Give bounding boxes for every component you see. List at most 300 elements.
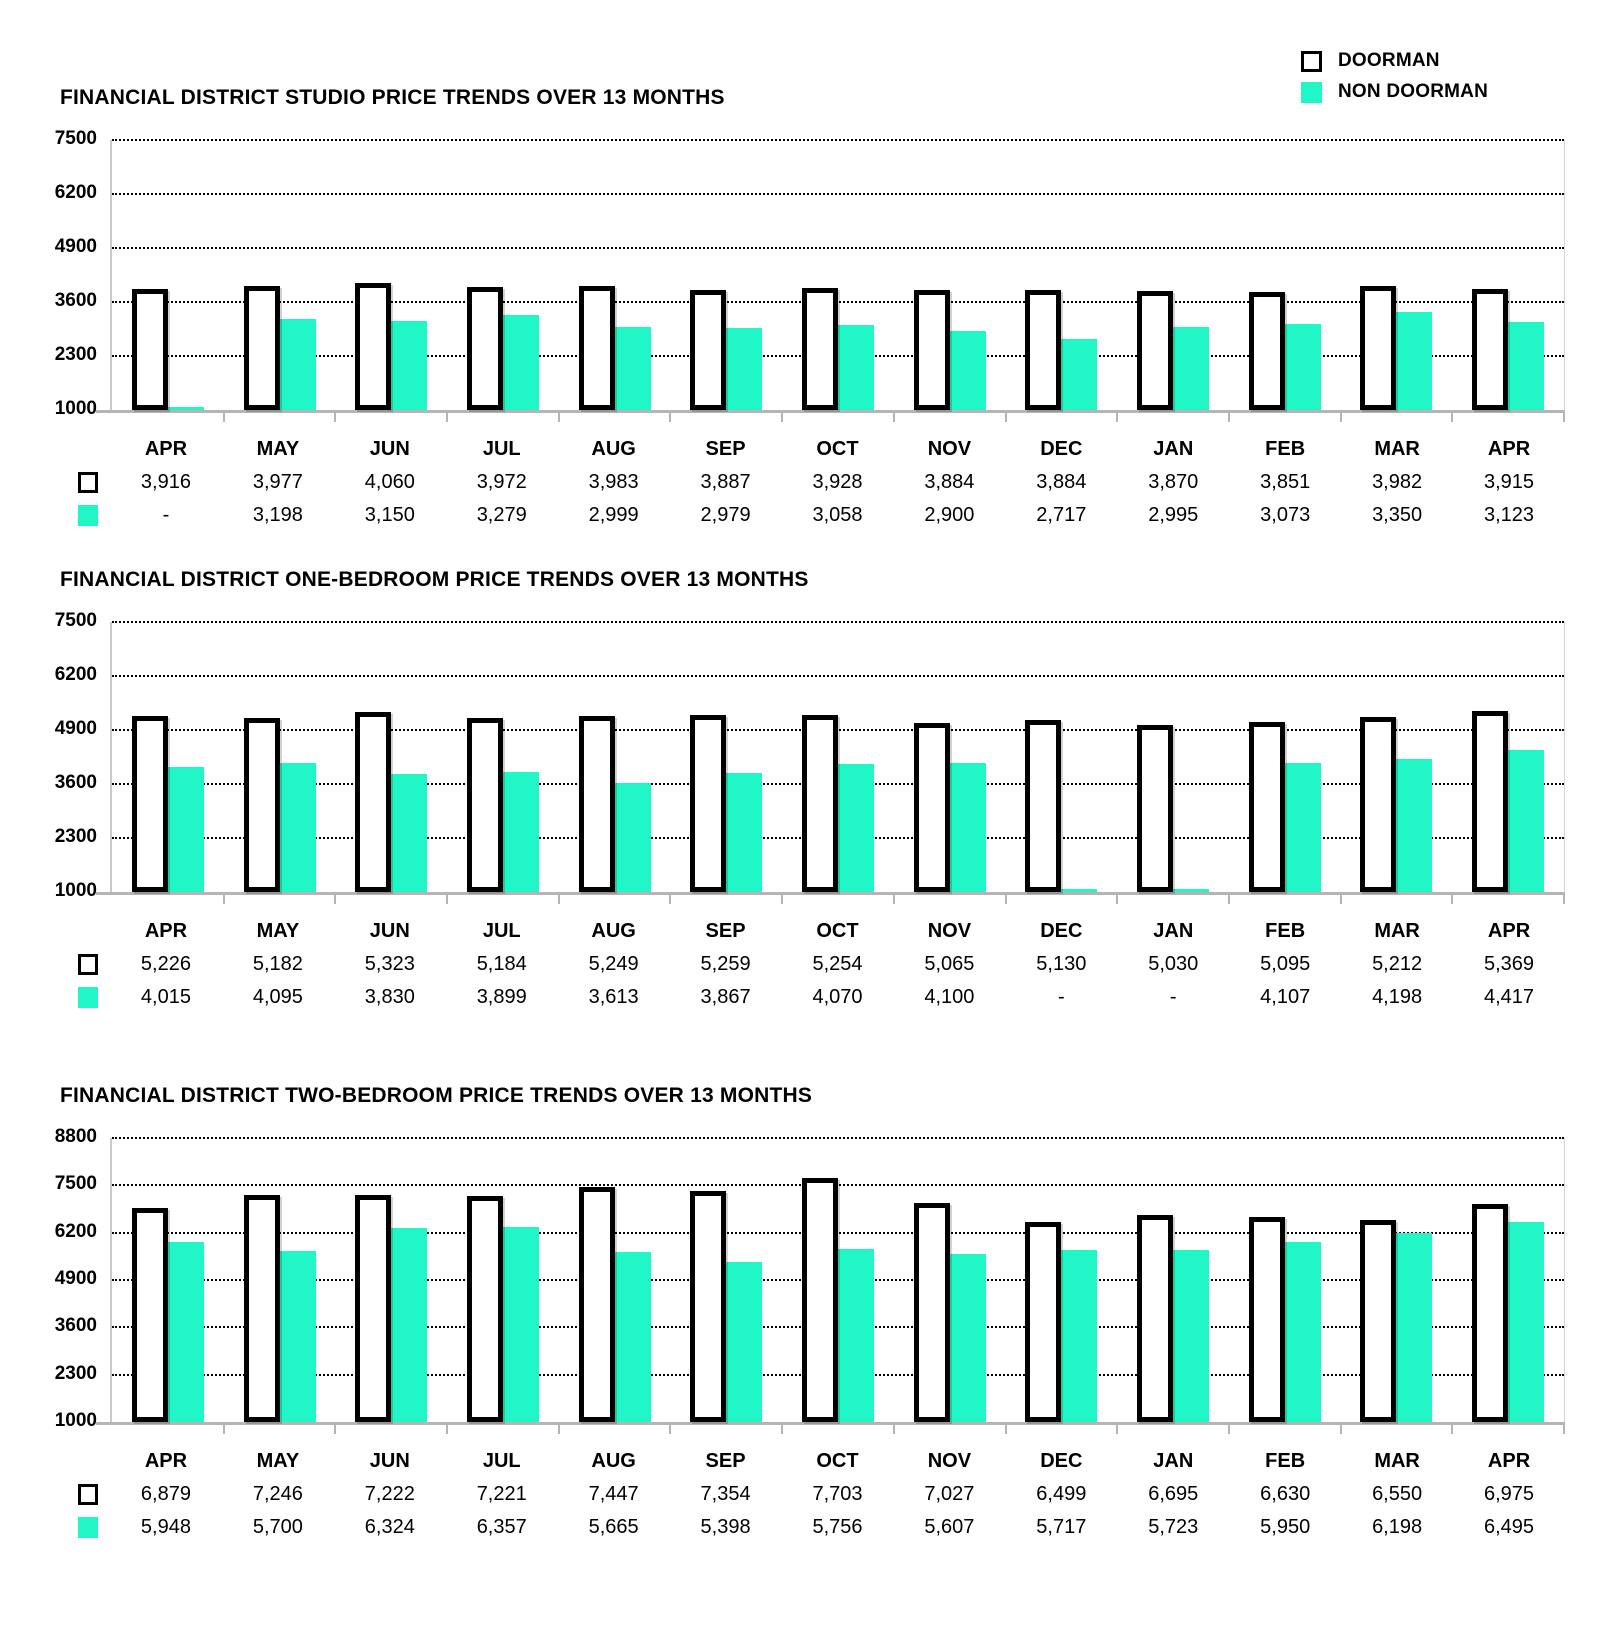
doorman-value: 3,887 xyxy=(700,471,751,493)
non-doorman-bar xyxy=(1061,1250,1097,1422)
doorman-value: 5,323 xyxy=(364,953,415,975)
doorman-value: 5,182 xyxy=(252,953,303,975)
non-doorman-row-gutter xyxy=(20,987,110,1008)
non-doorman-bar xyxy=(615,783,651,892)
bar-group xyxy=(1006,1138,1118,1422)
doorman-value: 3,916 xyxy=(140,471,191,493)
non-doorman-value: 6,324 xyxy=(364,1516,415,1538)
bar-group xyxy=(1229,1138,1341,1422)
non-doorman-value: 2,900 xyxy=(924,504,975,526)
y-tick-label: 6200 xyxy=(54,1220,97,1242)
non-doorman-value: 4,095 xyxy=(252,986,303,1008)
doorman-value: 6,975 xyxy=(1483,1483,1535,1505)
month-label: SEP xyxy=(705,1449,746,1472)
bar-group xyxy=(894,622,1006,892)
doorman-bar xyxy=(467,718,503,892)
month-label: SEP xyxy=(705,919,746,942)
doorman-bar xyxy=(132,1208,168,1422)
doorman-bar xyxy=(914,723,950,892)
y-tick-label: 2300 xyxy=(54,1362,97,1384)
non-doorman-values-row xyxy=(20,1511,1565,1544)
month-label: OCT xyxy=(816,1449,859,1472)
bar-group xyxy=(112,140,224,410)
bar-group xyxy=(1341,622,1453,892)
non-doorman-value: 5,607 xyxy=(924,1516,975,1538)
doorman-row-gutter xyxy=(20,1484,110,1505)
doorman-bar xyxy=(467,287,503,410)
month-label: NOV xyxy=(927,437,972,460)
month-label: SEP xyxy=(705,437,746,460)
non-doorman-bar xyxy=(1396,1233,1432,1422)
month-label: JUL xyxy=(482,437,521,460)
doorman-value-cells xyxy=(110,953,1565,976)
non-doorman-bar xyxy=(1285,763,1321,892)
one-bedroom-chart-section xyxy=(20,532,1565,1014)
doorman-bar xyxy=(690,1191,726,1422)
non-doorman-bar xyxy=(1173,1250,1209,1422)
non-doorman-bar xyxy=(280,763,316,892)
doorman-swatch-icon xyxy=(78,1484,98,1505)
month-label: APR xyxy=(1487,437,1531,460)
doorman-value: 5,030 xyxy=(1148,953,1199,975)
non-doorman-value-cells xyxy=(110,986,1565,1009)
bar-group xyxy=(1452,622,1564,892)
doorman-value: 5,095 xyxy=(1260,953,1311,975)
month-label: APR xyxy=(1487,1449,1531,1472)
doorman-value: 3,884 xyxy=(1036,471,1087,493)
non-doorman-bar xyxy=(615,1252,651,1422)
non-doorman-bar xyxy=(391,774,427,892)
non-doorman-value: 4,070 xyxy=(812,986,863,1008)
bar-group xyxy=(670,140,782,410)
doorman-value: 7,221 xyxy=(476,1483,527,1505)
doorman-bar xyxy=(802,715,838,892)
non-doorman-bar xyxy=(280,1251,316,1422)
doorman-value: 3,870 xyxy=(1148,471,1199,493)
non-doorman-bar xyxy=(168,767,204,892)
non-doorman-value: - xyxy=(1058,986,1065,1008)
month-label: OCT xyxy=(816,919,859,942)
month-label: NOV xyxy=(927,919,972,942)
doorman-bar xyxy=(1137,291,1173,410)
y-tick-label: 8800 xyxy=(54,1125,97,1147)
bar-group xyxy=(894,1138,1006,1422)
non-doorman-bar xyxy=(838,764,874,892)
non-doorman-value: 5,948 xyxy=(140,1516,191,1538)
doorman-value: 6,499 xyxy=(1036,1483,1087,1505)
doorman-bar xyxy=(690,290,726,410)
month-label: MAR xyxy=(1374,437,1420,460)
doorman-bar xyxy=(244,1195,280,1422)
non-doorman-value: 5,665 xyxy=(588,1516,639,1538)
y-tick-label: 4900 xyxy=(54,235,97,257)
doorman-value: 3,915 xyxy=(1483,471,1535,493)
non-doorman-bar xyxy=(726,328,762,410)
non-doorman-value: 5,398 xyxy=(700,1516,751,1538)
bar-group xyxy=(447,622,559,892)
month-label: AUG xyxy=(591,919,636,942)
two-bedroom-plot-row xyxy=(20,1125,1565,1431)
bar-group xyxy=(559,1138,671,1422)
non-doorman-bar xyxy=(168,407,204,410)
doorman-bar xyxy=(1360,717,1396,892)
non-doorman-swatch-icon xyxy=(78,987,98,1008)
month-label: JUL xyxy=(482,919,521,942)
non-doorman-bar xyxy=(1508,1222,1544,1422)
doorman-bar xyxy=(355,1195,391,1422)
bar-group xyxy=(1452,140,1564,410)
non-doorman-bar xyxy=(1061,339,1097,410)
month-label: JUN xyxy=(369,919,410,942)
doorman-swatch-icon xyxy=(78,954,98,975)
doorman-bar xyxy=(467,1196,503,1423)
doorman-bar xyxy=(244,286,280,410)
doorman-bar xyxy=(1472,711,1508,892)
non-doorman-value: 2,717 xyxy=(1036,504,1087,526)
doorman-value: 6,879 xyxy=(140,1483,191,1505)
y-axis-labels xyxy=(20,1125,110,1431)
doorman-bar xyxy=(802,288,838,410)
doorman-row-gutter xyxy=(20,472,110,493)
bar-group xyxy=(335,622,447,892)
doorman-bar xyxy=(579,716,615,892)
bar-group xyxy=(782,622,894,892)
non-doorman-value: 3,150 xyxy=(364,504,415,526)
non-doorman-value: 4,100 xyxy=(924,986,975,1008)
non-doorman-bar xyxy=(1396,312,1432,410)
doorman-bar xyxy=(1025,720,1061,892)
non-doorman-value: 3,279 xyxy=(476,504,527,526)
non-doorman-value: 3,867 xyxy=(700,986,751,1008)
non-doorman-bar xyxy=(391,321,427,410)
doorman-value: 3,972 xyxy=(476,471,527,493)
doorman-bar xyxy=(132,716,168,892)
bar-group xyxy=(112,622,224,892)
studio-plot-row xyxy=(20,127,1565,419)
month-label: NOV xyxy=(927,1449,972,1472)
bar-group xyxy=(1341,1138,1453,1422)
non-doorman-value: 3,123 xyxy=(1483,504,1535,526)
non-doorman-value: - xyxy=(1169,986,1177,1008)
doorman-value: 3,983 xyxy=(588,471,639,493)
doorman-bar xyxy=(1025,290,1061,410)
bar-group xyxy=(224,140,336,410)
non-doorman-value: 2,995 xyxy=(1148,504,1199,526)
non-doorman-value: 4,015 xyxy=(140,986,191,1008)
non-doorman-value: 5,756 xyxy=(812,1516,863,1538)
bar-group xyxy=(1117,1138,1229,1422)
bar-group xyxy=(224,622,336,892)
doorman-value: 7,246 xyxy=(252,1483,303,1505)
doorman-value: 3,928 xyxy=(812,471,863,493)
bar-group xyxy=(1117,622,1229,892)
non-doorman-bar xyxy=(950,1254,986,1422)
legend-item-non-doorman xyxy=(1301,81,1488,103)
bar-group xyxy=(1229,140,1341,410)
doorman-bar xyxy=(579,286,615,410)
month-label: JUN xyxy=(369,437,410,460)
doorman-value: 5,249 xyxy=(588,953,639,975)
doorman-bar xyxy=(244,718,280,892)
non-doorman-value: 2,999 xyxy=(588,504,639,526)
bar-group xyxy=(447,1138,559,1422)
legend-item-doorman xyxy=(1301,50,1488,72)
month-label: DEC xyxy=(1040,437,1083,460)
x-axis-labels xyxy=(20,914,1565,948)
y-tick-label: 1000 xyxy=(54,879,97,901)
bar-group xyxy=(1006,622,1118,892)
doorman-value: 5,130 xyxy=(1036,953,1087,975)
bar-group xyxy=(1452,1138,1564,1422)
y-tick-label: 6200 xyxy=(54,181,97,203)
doorman-value: 5,226 xyxy=(140,953,191,975)
non-doorman-row-gutter xyxy=(20,1517,110,1538)
doorman-bar xyxy=(579,1187,615,1422)
y-axis-labels xyxy=(20,127,110,419)
month-label: MAY xyxy=(256,1449,300,1472)
studio-chart-title: FINANCIAL DISTRICT STUDIO PRICE TRENDS OVER 13 MONTHS xyxy=(60,86,725,109)
month-label: MAR xyxy=(1374,1449,1420,1472)
non-doorman-bar xyxy=(1508,750,1544,892)
non-doorman-bar xyxy=(950,331,986,410)
doorman-bar xyxy=(1025,1222,1061,1422)
non-doorman-bar xyxy=(503,1227,539,1422)
y-tick-label: 2300 xyxy=(54,343,97,365)
one-bedroom-chart-title: FINANCIAL DISTRICT ONE-BEDROOM PRICE TRENDS OVER 13 MONTHS xyxy=(60,568,809,591)
doorman-bar xyxy=(1249,292,1285,410)
doorman-value: 5,212 xyxy=(1372,953,1423,975)
month-label: JAN xyxy=(1153,919,1194,942)
doorman-bar xyxy=(914,290,950,410)
bar-group xyxy=(447,140,559,410)
y-tick-label: 2300 xyxy=(54,825,97,847)
doorman-values-row xyxy=(20,948,1565,981)
bar-group xyxy=(559,140,671,410)
bar-group xyxy=(1341,140,1453,410)
non-doorman-bar xyxy=(1285,324,1321,410)
non-doorman-value: 3,830 xyxy=(364,986,415,1008)
month-label: MAY xyxy=(256,437,300,460)
y-axis-labels xyxy=(20,609,110,901)
non-doorman-value: 3,613 xyxy=(588,986,639,1008)
doorman-value: 7,447 xyxy=(588,1483,639,1505)
month-label: APR xyxy=(144,919,188,942)
non-doorman-value: 3,198 xyxy=(252,504,303,526)
month-cells xyxy=(110,1450,1565,1473)
doorman-value: 5,259 xyxy=(700,953,751,975)
bar-group xyxy=(1006,140,1118,410)
doorman-bar xyxy=(132,289,168,410)
doorman-value: 6,550 xyxy=(1372,1483,1423,1505)
doorman-bar xyxy=(1249,722,1285,892)
doorman-values-row xyxy=(20,466,1565,499)
y-tick-label: 7500 xyxy=(54,609,97,631)
non-doorman-value: 4,107 xyxy=(1260,986,1311,1008)
bar-group xyxy=(782,1138,894,1422)
month-label: OCT xyxy=(816,437,859,460)
month-label: MAR xyxy=(1374,919,1420,942)
non-doorman-value: 5,950 xyxy=(1260,1516,1311,1538)
doorman-bar xyxy=(914,1203,950,1422)
non-doorman-bar xyxy=(726,1262,762,1422)
doorman-value: 5,254 xyxy=(812,953,863,975)
y-tick-label: 3600 xyxy=(54,771,97,793)
non-doorman-swatch-icon xyxy=(1301,82,1322,103)
bar-group xyxy=(670,1138,782,1422)
y-tick-label: 1000 xyxy=(54,397,97,419)
non-doorman-swatch-icon xyxy=(78,1517,98,1538)
month-label: DEC xyxy=(1040,919,1083,942)
non-doorman-value: - xyxy=(162,504,170,526)
doorman-bar xyxy=(1472,1204,1508,1422)
non-doorman-bar xyxy=(838,325,874,410)
non-doorman-bar xyxy=(615,327,651,410)
doorman-value: 7,703 xyxy=(812,1483,863,1505)
doorman-bar xyxy=(1137,1215,1173,1422)
bar-group xyxy=(1117,140,1229,410)
doorman-value: 3,884 xyxy=(924,471,975,493)
non-doorman-value: 2,979 xyxy=(700,504,751,526)
month-label: DEC xyxy=(1040,1449,1083,1472)
doorman-bar xyxy=(1360,1220,1396,1422)
bar-group xyxy=(335,1138,447,1422)
month-cells xyxy=(110,438,1565,461)
non-doorman-bar xyxy=(1173,327,1209,410)
month-label: FEB xyxy=(1265,919,1306,942)
doorman-value: 3,851 xyxy=(1260,471,1311,493)
x-axis-labels xyxy=(20,432,1565,466)
non-doorman-bar xyxy=(1173,889,1209,892)
y-tick-label: 4900 xyxy=(54,1267,97,1289)
doorman-values-row xyxy=(20,1478,1565,1511)
non-doorman-bar xyxy=(1396,759,1432,892)
x-axis-labels xyxy=(20,1444,1565,1478)
chart-legend xyxy=(1301,50,1488,112)
non-doorman-bar xyxy=(838,1249,874,1422)
non-doorman-value: 5,723 xyxy=(1148,1516,1199,1538)
doorman-value: 4,060 xyxy=(364,471,415,493)
plot-area xyxy=(110,1138,1565,1422)
doorman-bar xyxy=(355,283,391,410)
month-label: JAN xyxy=(1153,1449,1194,1472)
non-doorman-bar xyxy=(1285,1242,1321,1422)
doorman-value: 5,369 xyxy=(1483,953,1535,975)
doorman-value: 7,027 xyxy=(924,1483,975,1505)
non-doorman-value: 5,700 xyxy=(252,1516,303,1538)
month-label: APR xyxy=(144,1449,188,1472)
doorman-value-cells xyxy=(110,1483,1565,1506)
non-doorman-value: 3,058 xyxy=(812,504,863,526)
bar-group xyxy=(224,1138,336,1422)
doorman-bar xyxy=(1137,725,1173,892)
non-doorman-values-row xyxy=(20,499,1565,532)
month-label: JAN xyxy=(1153,437,1194,460)
non-doorman-value: 4,417 xyxy=(1483,986,1535,1008)
non-doorman-value: 6,198 xyxy=(1372,1516,1423,1538)
month-label: FEB xyxy=(1265,1449,1306,1472)
bar-group xyxy=(559,622,671,892)
doorman-value: 7,354 xyxy=(700,1483,751,1505)
month-label: AUG xyxy=(591,1449,636,1472)
doorman-swatch-icon xyxy=(78,472,98,493)
non-doorman-bar xyxy=(1061,889,1097,892)
two-bedroom-chart-section xyxy=(20,1014,1565,1544)
non-doorman-value: 4,198 xyxy=(1372,986,1423,1008)
y-tick-label: 7500 xyxy=(54,1173,97,1195)
non-doorman-value: 3,899 xyxy=(476,986,527,1008)
non-doorman-value: 6,495 xyxy=(1483,1516,1535,1538)
non-doorman-bar xyxy=(280,319,316,410)
non-doorman-value: 3,073 xyxy=(1260,504,1311,526)
doorman-swatch-icon xyxy=(1301,51,1322,72)
y-tick-label: 3600 xyxy=(54,1315,97,1337)
y-tick-label: 1000 xyxy=(54,1409,97,1431)
doorman-bar xyxy=(802,1178,838,1422)
non-doorman-bar xyxy=(726,773,762,892)
non-doorman-values-row xyxy=(20,981,1565,1014)
y-tick-label: 7500 xyxy=(54,127,97,149)
doorman-bar xyxy=(690,715,726,892)
non-doorman-value: 5,717 xyxy=(1036,1516,1087,1538)
two-bedroom-chart-title: FINANCIAL DISTRICT TWO-BEDROOM PRICE TRENDS OVER 13 MONTHS xyxy=(60,1084,813,1107)
doorman-value: 6,695 xyxy=(1148,1483,1199,1505)
doorman-value: 3,982 xyxy=(1372,471,1423,493)
doorman-bar xyxy=(1472,289,1508,410)
legend-non-doorman-label: NON DOORMAN xyxy=(1338,81,1488,102)
doorman-value: 3,977 xyxy=(252,471,303,493)
doorman-value: 5,065 xyxy=(924,953,975,975)
bar-groups xyxy=(112,622,1564,892)
month-label: JUL xyxy=(482,1449,521,1472)
month-label: MAY xyxy=(256,919,300,942)
non-doorman-swatch-icon xyxy=(78,505,98,526)
non-doorman-value-cells xyxy=(110,504,1565,527)
non-doorman-bar xyxy=(950,763,986,892)
non-doorman-value-cells xyxy=(110,1516,1565,1539)
y-tick-label: 4900 xyxy=(54,717,97,739)
bar-group xyxy=(112,1138,224,1422)
bar-group xyxy=(894,140,1006,410)
bar-group xyxy=(782,140,894,410)
non-doorman-bar xyxy=(1508,322,1544,410)
month-cells xyxy=(110,920,1565,943)
month-label: JUN xyxy=(369,1449,410,1472)
plot-area xyxy=(110,622,1565,892)
doorman-bar xyxy=(1249,1217,1285,1422)
bar-group xyxy=(1229,622,1341,892)
doorman-value-cells xyxy=(110,471,1565,494)
doorman-value: 5,184 xyxy=(476,953,527,975)
legend-doorman-label: DOORMAN xyxy=(1338,50,1440,71)
non-doorman-row-gutter xyxy=(20,505,110,526)
doorman-value: 6,630 xyxy=(1260,1483,1311,1505)
plot-area xyxy=(110,140,1565,410)
bar-group xyxy=(335,140,447,410)
non-doorman-bar xyxy=(391,1228,427,1422)
doorman-bar xyxy=(1360,286,1396,410)
y-tick-label: 6200 xyxy=(54,663,97,685)
non-doorman-value: 6,357 xyxy=(476,1516,527,1538)
bar-groups xyxy=(112,1138,1564,1422)
non-doorman-value: 3,350 xyxy=(1372,504,1423,526)
month-label: FEB xyxy=(1265,437,1306,460)
month-label: AUG xyxy=(591,437,636,460)
y-tick-label: 3600 xyxy=(54,289,97,311)
doorman-bar xyxy=(355,712,391,892)
bar-groups xyxy=(112,140,1564,410)
doorman-value: 7,222 xyxy=(364,1483,415,1505)
bar-group xyxy=(670,622,782,892)
